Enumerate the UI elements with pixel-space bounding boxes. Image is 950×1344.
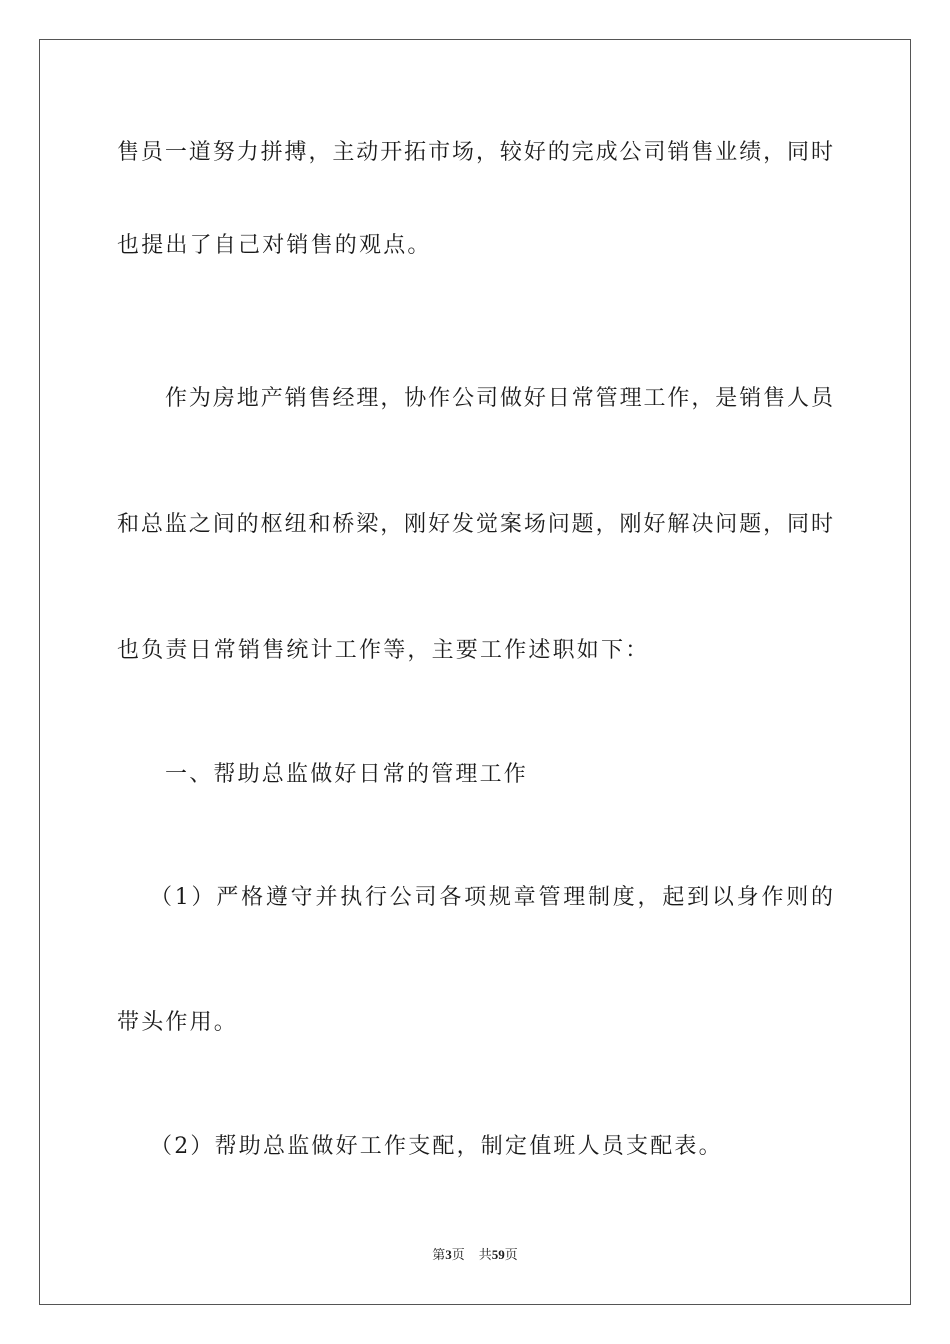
paragraph-line: 售员一道努力拼搏，主动开拓市场，较好的完成公司销售业绩，同时 [117, 140, 833, 165]
paragraph-line: 和总监之间的枢纽和桥梁，刚好发觉案场问题，刚好解决问题，同时 [117, 512, 833, 537]
list-item-line: （2）帮助总监做好工作支配，制定值班人员支配表。 [150, 1134, 723, 1159]
list-item-line: 带头作用。 [117, 1010, 239, 1035]
total-suffix: 页 [504, 1248, 518, 1263]
paragraph-line: 也提出了自己对销售的观点。 [117, 233, 432, 258]
paragraph-line: 作为房地产销售经理，协作公司做好日常管理工作，是销售人员 [165, 386, 833, 411]
page-number: 3 [445, 1247, 452, 1262]
total-pages: 59 [491, 1247, 505, 1262]
total-prefix: 共 [478, 1248, 492, 1263]
paragraph-line: 也负责日常销售统计工作等，主要工作述职如下： [117, 638, 650, 663]
page-border [39, 39, 911, 1305]
list-item-line: （1）严格遵守并执行公司各项规章管理制度，起到以身作则的 [150, 885, 833, 910]
section-heading: 一、帮助总监做好日常的管理工作 [165, 762, 529, 787]
page-footer [0, 1246, 950, 1265]
page-prefix: 第 [432, 1248, 446, 1263]
page-suffix: 页 [451, 1248, 465, 1263]
